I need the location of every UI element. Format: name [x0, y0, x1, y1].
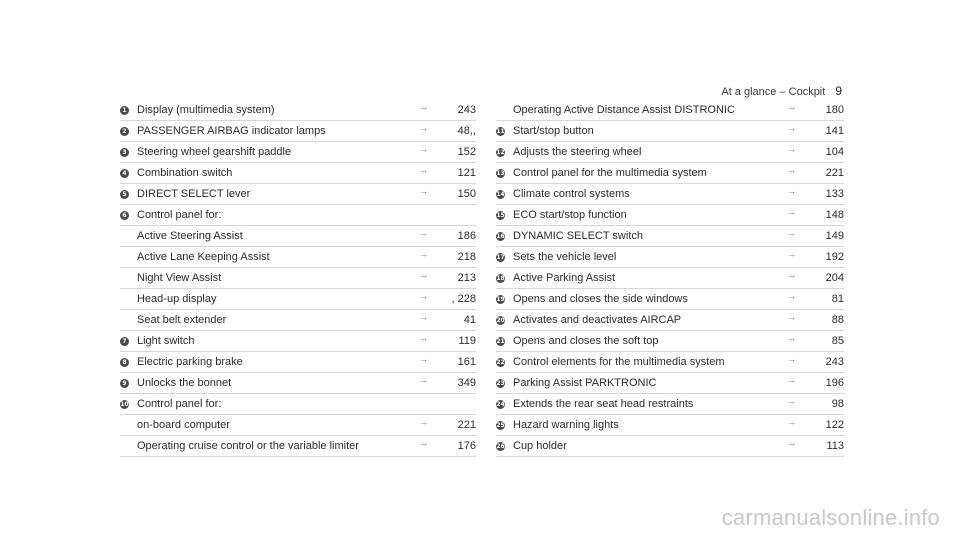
page-reference[interactable]: 161	[457, 356, 476, 368]
page-reference-arrow-icon: →	[419, 186, 428, 196]
item-number-marker: 19	[496, 295, 505, 303]
page-number: 9	[835, 84, 842, 98]
watermark[interactable]: carmanualsonline.info	[721, 505, 940, 530]
index-row	[496, 373, 844, 394]
item-label: Active Lane Keeping Assist	[137, 251, 270, 263]
index-row	[120, 331, 476, 352]
item-number-marker: 23	[496, 379, 505, 387]
item-number-marker: 7	[120, 337, 129, 346]
item-number-marker: 24	[496, 400, 505, 408]
index-row	[496, 436, 844, 457]
item-label: Sets the vehicle level	[513, 251, 617, 263]
index-row	[120, 121, 476, 142]
page-reference-arrow-icon: →	[787, 312, 796, 322]
page-reference[interactable]: 243	[825, 356, 844, 368]
item-number-marker: 9	[120, 379, 129, 388]
page-reference-arrow-icon: →	[419, 291, 428, 301]
page-reference-arrow-icon: →	[419, 417, 428, 427]
page-reference-arrow-icon: →	[787, 123, 796, 133]
page-reference[interactable]: 213	[457, 272, 476, 284]
page-reference-arrow-icon: →	[787, 165, 796, 175]
page-reference[interactable]: 121	[457, 167, 476, 179]
item-label: DYNAMIC SELECT switch	[513, 230, 643, 242]
item-number-marker: 5	[120, 190, 129, 199]
page-reference-arrow-icon: →	[787, 375, 796, 385]
item-label: Control elements for the multimedia system	[513, 356, 725, 368]
index-row	[120, 268, 476, 289]
item-label: Seat belt extender	[137, 314, 227, 326]
item-label: Control panel for:	[137, 398, 222, 410]
page-reference-arrow-icon: →	[787, 270, 796, 280]
item-number-marker: 6	[120, 211, 129, 220]
item-label: Parking Assist PARKTRONIC	[513, 377, 657, 389]
index-row	[120, 352, 476, 373]
index-row	[120, 100, 476, 121]
index-row	[120, 373, 476, 394]
page-reference-arrow-icon: →	[419, 438, 428, 448]
item-label: ECO start/stop function	[513, 209, 627, 221]
item-number-marker: 2	[120, 127, 129, 136]
page-reference-arrow-icon: →	[419, 165, 428, 175]
page-reference[interactable]: 149	[825, 230, 844, 242]
item-label: Combination switch	[137, 167, 233, 179]
page-reference[interactable]: 48,,	[457, 125, 476, 137]
item-number-marker: 12	[496, 148, 505, 156]
page-reference-arrow-icon: →	[787, 144, 796, 154]
page-reference-arrow-icon: →	[419, 375, 428, 385]
page-reference-arrow-icon: →	[419, 102, 428, 112]
page-reference-arrow-icon: →	[419, 270, 428, 280]
page-reference-arrow-icon: →	[419, 228, 428, 238]
page-reference-arrow-icon: →	[419, 123, 428, 133]
item-label: Light switch	[137, 335, 195, 347]
page-reference[interactable]: 85	[831, 335, 844, 347]
page-reference[interactable]: 176	[457, 440, 476, 452]
index-row	[120, 289, 476, 310]
index-row	[120, 226, 476, 247]
item-number-marker: 4	[120, 169, 129, 178]
section-title: At a glance – Cockpit	[721, 86, 826, 98]
item-number-marker: 14	[496, 190, 505, 198]
index-row	[496, 100, 844, 121]
page-reference[interactable]: 150	[457, 188, 476, 200]
page-reference-arrow-icon: →	[419, 312, 428, 322]
index-row	[120, 247, 476, 268]
index-row	[496, 205, 844, 226]
index-row	[496, 268, 844, 289]
page-reference[interactable]: 88	[831, 314, 844, 326]
item-label: Start/stop button	[513, 125, 594, 137]
item-label: Steering wheel gearshift paddle	[137, 146, 292, 158]
page-reference[interactable]: 133	[825, 188, 844, 200]
item-number-marker: 17	[496, 253, 505, 261]
index-row	[496, 415, 844, 436]
page-reference[interactable]: 204	[825, 272, 844, 284]
page-reference[interactable]: 104	[825, 146, 844, 158]
page-reference[interactable]: 98	[831, 398, 844, 410]
item-label: Adjusts the steering wheel	[513, 146, 642, 158]
page-reference-arrow-icon: →	[787, 354, 796, 364]
item-label: Head-up display	[137, 293, 217, 305]
page-reference[interactable]: 81	[831, 293, 844, 305]
page-reference-arrow-icon: →	[787, 186, 796, 196]
item-label: Opens and closes the side windows	[513, 293, 688, 305]
item-number-marker: 18	[496, 274, 505, 282]
item-label: Control panel for the multimedia system	[513, 167, 707, 179]
page-reference-arrow-icon: →	[787, 333, 796, 343]
index-row	[496, 121, 844, 142]
right-column	[496, 100, 844, 457]
page-reference[interactable]: 113	[826, 440, 844, 452]
item-label: Electric parking brake	[137, 356, 243, 368]
page-reference-arrow-icon: →	[787, 228, 796, 238]
page-reference-arrow-icon: →	[787, 396, 796, 406]
item-label: Active Steering Assist	[137, 230, 243, 242]
page-reference-arrow-icon: →	[419, 249, 428, 259]
item-label: Climate control systems	[513, 188, 630, 200]
item-label: Opens and closes the soft top	[513, 335, 659, 347]
item-label: Extends the rear seat head restraints	[513, 398, 694, 410]
page-reference[interactable]: 119	[458, 335, 476, 347]
index-row	[496, 226, 844, 247]
page-reference[interactable]: 180	[825, 104, 844, 116]
item-number-marker: 10	[120, 400, 129, 408]
item-number-marker: 15	[496, 211, 505, 219]
item-label: Operating Active Distance Assist DISTRONIC	[513, 104, 735, 116]
item-label: Operating cruise control or the variable limiter	[137, 440, 359, 452]
page-reference-arrow-icon: →	[787, 249, 796, 259]
item-label: Display (multimedia system)	[137, 104, 275, 116]
index-row	[496, 310, 844, 331]
item-number-marker: 25	[496, 421, 505, 429]
item-number-marker: 8	[120, 358, 129, 367]
page-reference[interactable]: 349	[457, 377, 476, 389]
page-reference-arrow-icon: →	[787, 417, 796, 427]
item-label: Cup holder	[513, 440, 567, 452]
item-number-marker: 22	[496, 358, 505, 366]
page-reference[interactable]: 122	[825, 419, 844, 431]
index-row	[496, 352, 844, 373]
page-reference-arrow-icon: →	[419, 354, 428, 364]
item-number-marker: 21	[496, 337, 505, 345]
index-row	[496, 247, 844, 268]
index-row	[496, 184, 844, 205]
item-label: Unlocks the bonnet	[137, 377, 232, 389]
page-reference-arrow-icon: →	[419, 333, 428, 343]
item-number-marker: 11	[496, 127, 505, 135]
index-row	[120, 184, 476, 205]
page-reference[interactable]: 152	[457, 146, 476, 158]
page-reference[interactable]: 141	[825, 125, 844, 137]
item-number-marker: 16	[496, 232, 505, 240]
item-label: Control panel for:	[137, 209, 222, 221]
page-reference[interactable]: 186	[457, 230, 476, 242]
page-reference[interactable]: 221	[825, 167, 844, 179]
index-row	[120, 436, 476, 457]
page-reference-arrow-icon: →	[787, 207, 796, 217]
index-row	[120, 394, 476, 415]
item-label: Night View Assist	[137, 272, 222, 284]
index-row	[120, 163, 476, 184]
item-number-marker: 20	[496, 316, 505, 324]
page-reference[interactable]: 243	[457, 104, 476, 116]
item-number-marker: 3	[120, 148, 129, 157]
index-row	[496, 331, 844, 352]
item-label: Active Parking Assist	[513, 272, 616, 284]
index-row	[496, 163, 844, 184]
page-reference[interactable]: 192	[825, 251, 844, 263]
page-reference[interactable]: 148	[825, 209, 844, 221]
index-row	[120, 415, 476, 436]
item-number-marker: 1	[120, 106, 129, 115]
index-row	[120, 142, 476, 163]
page-reference-arrow-icon: →	[419, 144, 428, 154]
page-reference[interactable]: , 228	[451, 293, 476, 305]
item-label: PASSENGER AIRBAG indicator lamps	[137, 125, 326, 137]
item-label: Activates and deactivates AIRCAP	[513, 314, 682, 326]
item-label: on-board computer	[137, 419, 230, 431]
page-reference-arrow-icon: →	[787, 438, 796, 448]
item-label: DIRECT SELECT lever	[137, 188, 251, 200]
index-row	[496, 142, 844, 163]
index-row	[120, 310, 476, 331]
index-row	[496, 394, 844, 415]
page-reference[interactable]: 218	[457, 251, 476, 263]
left-column	[120, 100, 476, 457]
item-number-marker: 13	[496, 169, 505, 177]
page-reference-arrow-icon: →	[787, 291, 796, 301]
index-row	[496, 289, 844, 310]
item-number-marker: 26	[496, 442, 505, 450]
page-reference[interactable]: 196	[825, 377, 844, 389]
page-reference[interactable]: 221	[457, 419, 476, 431]
page-reference-arrow-icon: →	[787, 102, 796, 112]
page-header	[721, 84, 842, 98]
page-reference[interactable]: 41	[463, 314, 476, 326]
index-row	[120, 205, 476, 226]
item-label: Hazard warning lights	[513, 419, 619, 431]
